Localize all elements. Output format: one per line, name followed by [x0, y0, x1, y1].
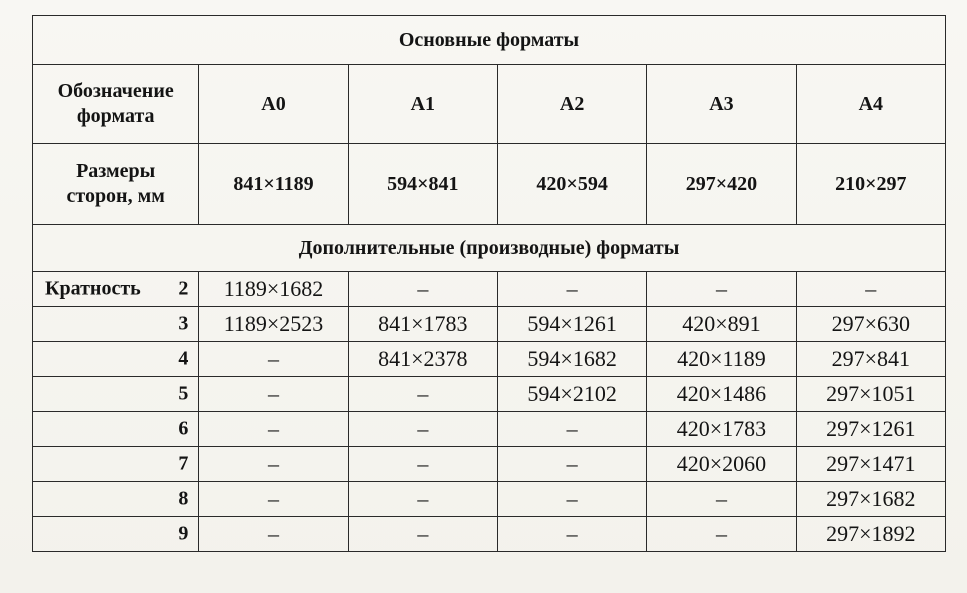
sizes-label: [33, 144, 199, 225]
derived-size-cell: 297×1892: [796, 517, 945, 552]
derived-size-cell: 594×2102: [497, 377, 646, 412]
derived-size-cell: 297×1682: [796, 482, 945, 517]
derived-size-cell: –: [199, 482, 348, 517]
derived-size-cell: 841×2378: [348, 342, 497, 377]
designation-label: [33, 65, 199, 144]
derived-size-cell: 297×1261: [796, 412, 945, 447]
multiplicity-cell: [33, 272, 199, 307]
multiplicity-value: 9: [178, 522, 189, 545]
format-header-a3: А3: [647, 65, 796, 144]
derived-size-cell: –: [199, 377, 348, 412]
sizes-label-line-1: Размеры: [76, 160, 156, 182]
multiplicity-cell: [33, 342, 199, 377]
size-a0: 841×1189: [199, 144, 348, 225]
derived-size-cell: 1189×2523: [199, 307, 348, 342]
derived-size-cell: –: [348, 412, 497, 447]
derived-formats-title: Дополнительные (производные) форматы: [33, 225, 946, 272]
derived-size-cell: –: [647, 482, 796, 517]
multiplicity-cell: [33, 412, 199, 447]
multiplicity-cell: [33, 307, 199, 342]
derived-size-cell: 420×1783: [647, 412, 796, 447]
derived-size-cell: 841×1783: [348, 307, 497, 342]
derived-size-cell: –: [199, 412, 348, 447]
multiplicity-cell: [33, 447, 199, 482]
designation-label-line-1: Обозначение: [57, 80, 174, 102]
multiplicity-value: 6: [178, 417, 189, 440]
multiplicity-value: 8: [178, 487, 189, 510]
derived-title-row: [33, 225, 946, 272]
multiplicity-row: [33, 342, 946, 377]
derived-size-cell: –: [497, 447, 646, 482]
derived-size-cell: –: [497, 517, 646, 552]
designation-label-line-2: формата: [76, 105, 155, 127]
multiplicity-row: [33, 377, 946, 412]
multiplicity-value: 4: [178, 347, 189, 370]
format-header-a2: А2: [497, 65, 646, 144]
derived-size-cell: –: [348, 447, 497, 482]
multiplicity-cell: [33, 377, 199, 412]
multiplicity-label: Кратность: [45, 277, 141, 300]
multiplicity-row: [33, 517, 946, 552]
sizes-label-line-2: сторон, мм: [66, 185, 165, 207]
multiplicity-value: 7: [178, 452, 189, 475]
multiplicity-cell: [33, 482, 199, 517]
multiplicity-cell: [33, 517, 199, 552]
derived-size-cell: 297×841: [796, 342, 945, 377]
derived-size-cell: 1189×1682: [199, 272, 348, 307]
derived-size-cell: –: [348, 272, 497, 307]
derived-size-cell: 420×1486: [647, 377, 796, 412]
derived-size-cell: 297×1471: [796, 447, 945, 482]
size-a3: 297×420: [647, 144, 796, 225]
derived-size-cell: 594×1261: [497, 307, 646, 342]
derived-size-cell: –: [199, 447, 348, 482]
derived-size-cell: –: [497, 412, 646, 447]
derived-size-cell: –: [348, 482, 497, 517]
derived-size-cell: –: [497, 272, 646, 307]
size-a1: 594×841: [348, 144, 497, 225]
derived-size-cell: –: [199, 342, 348, 377]
derived-size-cell: –: [497, 482, 646, 517]
derived-size-cell: 420×891: [647, 307, 796, 342]
format-header-a4: А4: [796, 65, 945, 144]
derived-size-cell: –: [647, 517, 796, 552]
derived-size-cell: 297×630: [796, 307, 945, 342]
derived-size-cell: –: [348, 517, 497, 552]
multiplicity-value: 3: [178, 312, 189, 335]
multiplicity-value: 5: [178, 382, 189, 405]
derived-size-cell: –: [199, 517, 348, 552]
derived-size-cell: –: [796, 272, 945, 307]
derived-size-cell: 297×1051: [796, 377, 945, 412]
format-designation-row: [33, 65, 946, 144]
derived-size-cell: 420×2060: [647, 447, 796, 482]
derived-size-cell: 420×1189: [647, 342, 796, 377]
multiplicity-row: [33, 412, 946, 447]
derived-size-cell: –: [647, 272, 796, 307]
sizes-row: [33, 144, 946, 225]
derived-size-cell: 594×1682: [497, 342, 646, 377]
table-title: Основные форматы: [33, 16, 946, 65]
multiplicity-row: [33, 272, 946, 307]
multiplicity-row: [33, 447, 946, 482]
derived-size-cell: –: [348, 377, 497, 412]
size-a4: 210×297: [796, 144, 945, 225]
paper-formats-table: [32, 15, 946, 552]
size-a2: 420×594: [497, 144, 646, 225]
multiplicity-row: [33, 482, 946, 517]
format-header-a0: А0: [199, 65, 348, 144]
multiplicity-row: [33, 307, 946, 342]
table-title-row: [33, 16, 946, 65]
format-header-a1: А1: [348, 65, 497, 144]
multiplicity-value: 2: [178, 277, 189, 300]
